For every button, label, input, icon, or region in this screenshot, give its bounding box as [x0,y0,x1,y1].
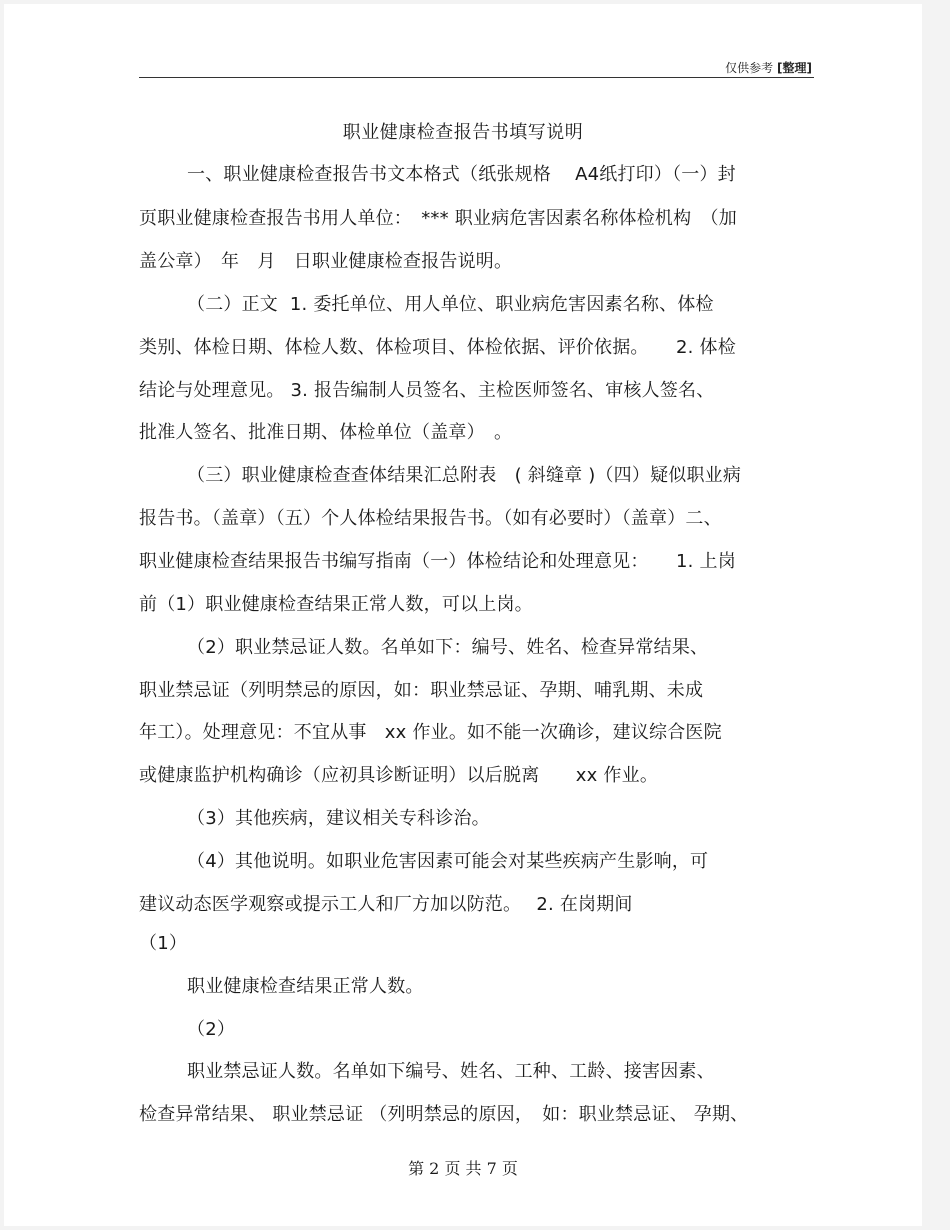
body-line: 职业禁忌证人数。名单如下编号、姓名、工种、工龄、接害因素、 [187,1061,715,1082]
header-rule [139,77,814,78]
body-line: 职业健康检查结果报告书编写指南（一）体检结论和处理意见： 1. 上岗 [139,551,736,572]
body-line: 检查异常结果、 职业禁忌证 （列明禁忌的原因， 如：职业禁忌证、 孕期、 [139,1104,749,1125]
body-line: （2）职业禁忌证人数。名单如下：编号、姓名、检查异常结果、 [187,637,709,658]
body-line: （3）其他疾病，建议相关专科诊治。 [187,808,490,829]
body-line: 类别、体检日期、体检人数、体检项目、体检依据、评价依据。 2. 体检 [139,337,736,358]
document-page [4,4,922,1226]
body-line: 报告书。（盖章）（五）个人体检结果报告书。（如有必要时）（盖章）二、 [139,508,722,529]
body-line: 前（1）职业健康检查结果正常人数，可以上岗。 [139,594,533,615]
document-title: 职业健康检查报告书填写说明 [342,122,584,143]
body-line: 职业禁忌证（列明禁忌的原因，如：职业禁忌证、孕期、哺乳期、未成 [139,680,704,701]
body-line: 职业健康检查结果正常人数。 [187,976,424,997]
body-line: 盖公章） 年 月 日职业健康检查报告说明。 [139,251,513,272]
page-footer: 第 2 页 共 7 页 [408,1159,518,1178]
header-note: 仅供参考 [整理] [725,61,812,75]
body-line: （4）其他说明。如职业危害因素可能会对某些疾病产生影响，可 [187,851,709,872]
body-line: 页职业健康检查报告书用人单位： *** 职业病危害因素名称体检机构 （加 [139,208,737,229]
body-line: （二）正文 1. 委托单位、用人单位、职业病危害因素名称、体检 [187,294,714,315]
body-line: （1） [139,933,188,954]
body-line: 结论与处理意见。 3. 报告编制人员签名、主检医师签名、审核人签名、 [139,380,715,401]
body-line: （2） [187,1019,236,1040]
body-line: 一、职业健康检查报告书文本格式（纸张规格 A4纸打印）（一）封 [187,164,736,185]
body-line: （三）职业健康检查查体结果汇总附表 ( 斜缝章 )（四）疑似职业病 [187,465,742,486]
body-line: 建议动态医学观察或提示工人和厂方加以防范。 2. 在岗期间 [139,894,633,915]
body-line: 批准人签名、批准日期、体检单位（盖章） 。 [139,422,513,443]
body-line: 年工）。处理意见：不宜从事 xx 作业。如不能一次确诊，建议综合医院 [139,722,722,743]
body-line: 或健康监护机构确诊（应初具诊断证明）以后脱离 xx 作业。 [139,765,659,786]
